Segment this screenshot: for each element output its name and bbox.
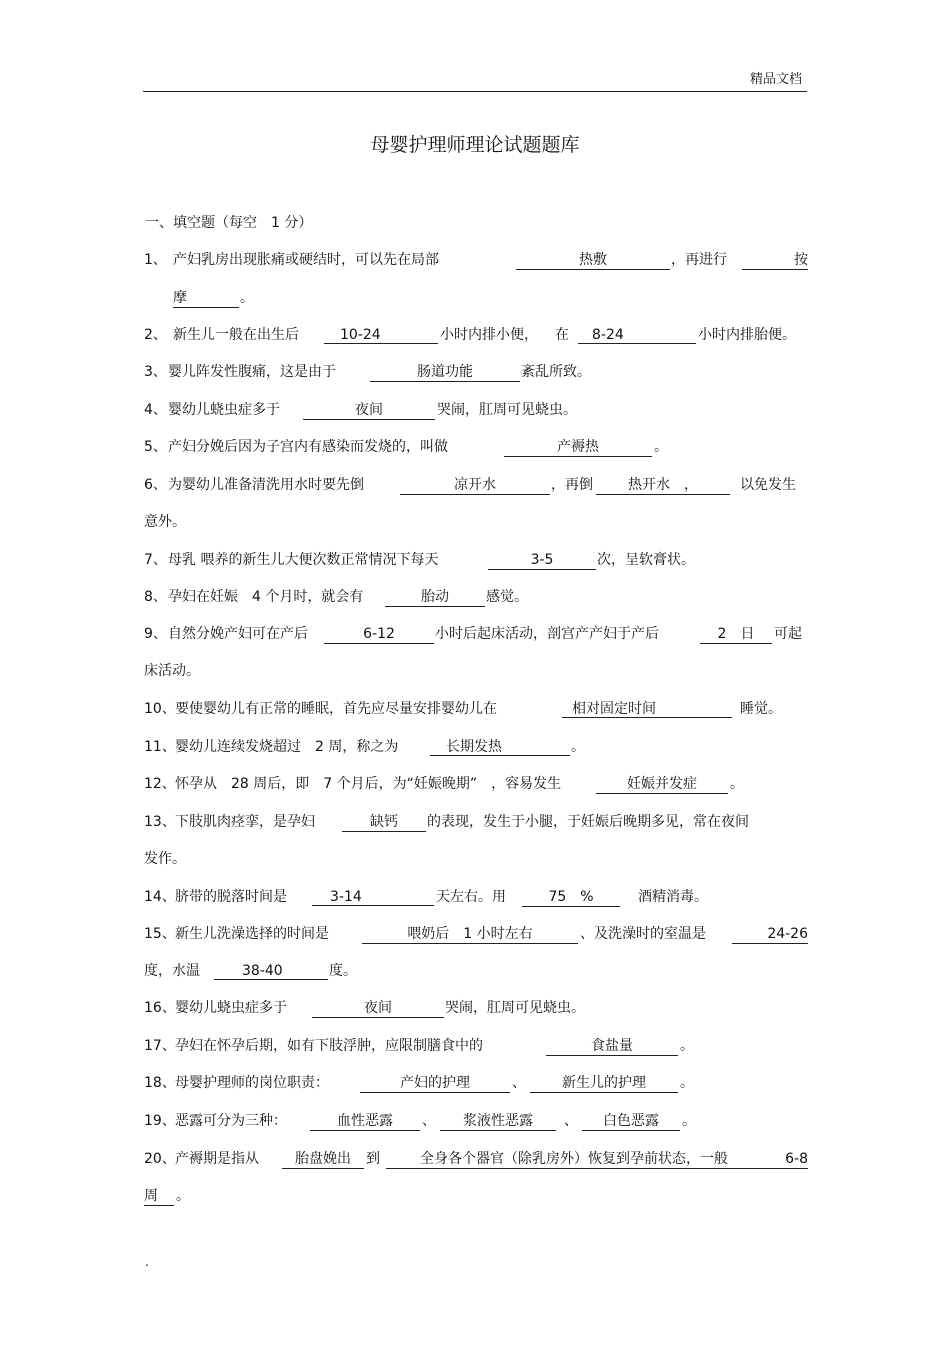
question-15 bbox=[144, 924, 808, 944]
answer-blank: 24-26 bbox=[732, 924, 808, 944]
answer-blank: 10-24 bbox=[324, 325, 438, 344]
question-19 bbox=[144, 1111, 808, 1131]
question-text: 下肢肌肉痉挛，是孕妇 bbox=[175, 814, 315, 830]
page-header-label: 精品文档 bbox=[749, 72, 802, 87]
question-5 bbox=[144, 437, 808, 457]
question-text: 。 bbox=[240, 290, 254, 306]
answer-blank: 热敷 bbox=[516, 250, 670, 270]
question-text: 自然分娩产妇可在产后 bbox=[168, 626, 308, 642]
question-13-cont bbox=[144, 849, 808, 869]
question-text: 以免发生 bbox=[740, 477, 796, 493]
document-title: 母婴护理师理论试题题库 bbox=[370, 134, 580, 156]
answer-blank: 热开水 ， bbox=[596, 475, 730, 495]
answer-blank: 妊娠并发症 bbox=[596, 774, 728, 794]
question-text: 。 bbox=[730, 776, 744, 792]
question-number: 10、 bbox=[144, 701, 176, 717]
question-text: 、及洗澡时的室温是 bbox=[580, 926, 706, 942]
question-text: 次，呈软膏状。 bbox=[597, 552, 695, 568]
answer-blank: 食盐量 bbox=[546, 1036, 678, 1056]
question-7 bbox=[144, 550, 808, 570]
question-text: 要使婴幼儿有正常的睡眠，首先应尽量安排婴幼儿在 bbox=[175, 701, 497, 717]
question-number: 11、 bbox=[144, 739, 176, 755]
question-text: 新生儿一般在出生后 bbox=[173, 327, 299, 343]
answer-blank: 8-24 bbox=[578, 325, 696, 344]
answer-blank: 缺钙 bbox=[342, 812, 426, 832]
question-text: 怀孕从 28 周后，即 7 个月后，为“妊娠晚期” ，容易发生 bbox=[175, 776, 562, 792]
answer-blank: 胎盘娩出 bbox=[282, 1149, 364, 1169]
answer-blank: 摩 bbox=[173, 288, 239, 308]
question-text: 。 bbox=[176, 1188, 190, 1204]
question-text: 为婴幼儿准备清洗用水时要先倒 bbox=[168, 477, 364, 493]
question-text: 小时内排胎便。 bbox=[698, 327, 796, 343]
question-number: 8、 bbox=[144, 589, 167, 605]
question-text: 孕妇在妊娠 4 个月时，就会有 bbox=[168, 589, 364, 605]
answer-blank: 2 日 bbox=[700, 624, 772, 644]
question-13 bbox=[144, 812, 808, 832]
question-20-cont bbox=[144, 1186, 808, 1206]
question-text: 紊乱所致。 bbox=[521, 364, 591, 380]
question-text: 的表现，发生于小腿，于妊娠后晚期多见，常在夜间 bbox=[427, 814, 749, 830]
question-text: 到 bbox=[366, 1151, 380, 1167]
question-1-cont bbox=[144, 288, 808, 308]
question-text: 产褥期是指从 bbox=[175, 1151, 259, 1167]
question-3 bbox=[144, 362, 808, 382]
question-text: 。 bbox=[654, 439, 668, 455]
section-heading: 一、填空题（每空 1 分） bbox=[145, 215, 313, 231]
question-text: 婴幼儿蛲虫症多于 bbox=[168, 402, 280, 418]
question-text: 婴儿阵发性腹痛，这是由于 bbox=[168, 364, 336, 380]
answer-blank: 产妇的护理 bbox=[360, 1073, 510, 1093]
answer-blank: 相对固定时间 bbox=[562, 699, 732, 718]
question-text: 。 bbox=[680, 1038, 694, 1054]
question-text: 哭闹，肛周可见蛲虫。 bbox=[437, 402, 577, 418]
question-18 bbox=[144, 1073, 808, 1093]
question-number: 9、 bbox=[144, 626, 167, 642]
question-number: 3、 bbox=[144, 364, 167, 380]
question-text: 、 bbox=[564, 1113, 578, 1129]
question-text: 在 bbox=[555, 327, 569, 343]
question-text: 婴幼儿连续发烧超过 2 周，称之为 bbox=[175, 739, 399, 755]
question-text: 恶露可分为三种： bbox=[175, 1113, 287, 1129]
question-6 bbox=[144, 475, 808, 495]
footer-dot: . bbox=[145, 1255, 149, 1269]
question-text: 产妇分娩后因为子宫内有感染而发烧的，叫做 bbox=[168, 439, 448, 455]
answer-blank: 6-12 bbox=[324, 624, 434, 644]
question-text: 。 bbox=[571, 739, 585, 755]
answer-blank: 按 bbox=[742, 250, 808, 270]
question-text: 孕妇在怀孕后期，如有下肢浮肿，应限制膳食中的 bbox=[175, 1038, 483, 1054]
answer-blank: 6-8 bbox=[728, 1149, 808, 1169]
answer-blank: 产褥热 bbox=[504, 437, 652, 457]
question-text: 度。 bbox=[329, 963, 357, 979]
question-text: 婴幼儿蛲虫症多于 bbox=[175, 1000, 287, 1016]
question-number: 7、 bbox=[144, 552, 167, 568]
question-number: 14、 bbox=[144, 889, 176, 905]
question-text: ，再倒 bbox=[551, 477, 593, 493]
answer-blank: 白色恶露 bbox=[582, 1111, 680, 1131]
question-number: 19、 bbox=[144, 1113, 176, 1129]
question-text: 产妇乳房出现胀痛或硬结时，可以先在局部 bbox=[173, 252, 439, 268]
question-number: 12、 bbox=[144, 776, 176, 792]
question-number: 2、 bbox=[144, 327, 167, 343]
question-text: 。 bbox=[682, 1113, 696, 1129]
question-number: 17、 bbox=[144, 1038, 176, 1054]
question-text: 母婴护理师的岗位职责： bbox=[175, 1075, 329, 1091]
question-17 bbox=[144, 1036, 808, 1056]
question-text: 、 bbox=[512, 1075, 526, 1091]
header-divider bbox=[143, 91, 807, 92]
answer-blank: 喂奶后 1 小时左右 bbox=[362, 924, 578, 944]
answer-blank: 胎动 bbox=[385, 587, 485, 607]
answer-blank: 夜间 bbox=[312, 998, 444, 1018]
question-text: 。 bbox=[680, 1075, 694, 1091]
question-number: 4、 bbox=[144, 402, 167, 418]
question-text: 母乳 喂养的新生儿大便次数正常情况下每天 bbox=[168, 552, 439, 568]
question-number: 6、 bbox=[144, 477, 167, 493]
answer-blank: 新生儿的护理 bbox=[530, 1073, 678, 1093]
question-1 bbox=[144, 250, 808, 270]
answer-blank: 凉开水 bbox=[400, 475, 550, 495]
question-text: 睡觉。 bbox=[740, 701, 782, 717]
question-text: 度，水温 bbox=[144, 963, 200, 979]
question-number: 18、 bbox=[144, 1075, 176, 1091]
question-number: 1、 bbox=[144, 252, 167, 268]
question-text: 酒精消毒。 bbox=[638, 889, 708, 905]
question-2 bbox=[144, 325, 808, 345]
question-text: 感觉。 bbox=[486, 589, 528, 605]
answer-blank: 肠道功能 bbox=[370, 362, 520, 382]
question-12 bbox=[144, 774, 808, 794]
answer-blank: 75 % bbox=[522, 887, 620, 907]
question-text: 意外。 bbox=[144, 514, 186, 530]
answer-blank: 38-40 bbox=[214, 961, 328, 980]
answer-blank: 浆液性恶露 bbox=[440, 1111, 556, 1131]
answer-blank: 夜间 bbox=[303, 400, 435, 420]
answer-blank: 血性恶露 bbox=[310, 1111, 420, 1131]
question-15-cont bbox=[144, 961, 808, 981]
answer-blank: 周 bbox=[144, 1186, 174, 1206]
question-text: 新生儿洗澡选择的时间是 bbox=[175, 926, 329, 942]
question-4 bbox=[144, 400, 808, 420]
question-text: 天左右。用 bbox=[436, 889, 506, 905]
question-text: 床活动。 bbox=[144, 663, 200, 679]
question-20 bbox=[144, 1149, 808, 1169]
question-8 bbox=[144, 587, 808, 607]
question-text: 小时后起床活动，剖宫产产妇于产后 bbox=[435, 626, 659, 642]
question-number: 13、 bbox=[144, 814, 176, 830]
question-16 bbox=[144, 998, 808, 1018]
question-9-cont bbox=[144, 661, 808, 681]
answer-blank: 全身各个器官（除乳房外）恢复到孕前状态，一般 bbox=[386, 1149, 728, 1169]
question-14 bbox=[144, 887, 808, 907]
question-number: 16、 bbox=[144, 1000, 176, 1016]
question-number: 20、 bbox=[144, 1151, 176, 1167]
answer-blank: 3-14 bbox=[312, 887, 434, 906]
question-11 bbox=[144, 737, 808, 757]
question-9 bbox=[144, 624, 808, 644]
question-text: 小时内排小便， bbox=[440, 327, 538, 343]
question-text: 发作。 bbox=[144, 851, 186, 867]
question-text: 、 bbox=[422, 1113, 436, 1129]
question-text: 哭闹，肛周可见蛲虫。 bbox=[445, 1000, 585, 1016]
answer-blank: 3-5 bbox=[488, 550, 596, 570]
question-10 bbox=[144, 699, 808, 719]
answer-blank: 长期发热 bbox=[430, 737, 570, 756]
question-text: 脐带的脱落时间是 bbox=[175, 889, 287, 905]
question-number: 5、 bbox=[144, 439, 167, 455]
question-6-cont bbox=[144, 512, 808, 532]
question-number: 15、 bbox=[144, 926, 176, 942]
question-text: 可起 bbox=[774, 626, 802, 642]
question-text: ，再进行 bbox=[671, 252, 727, 268]
